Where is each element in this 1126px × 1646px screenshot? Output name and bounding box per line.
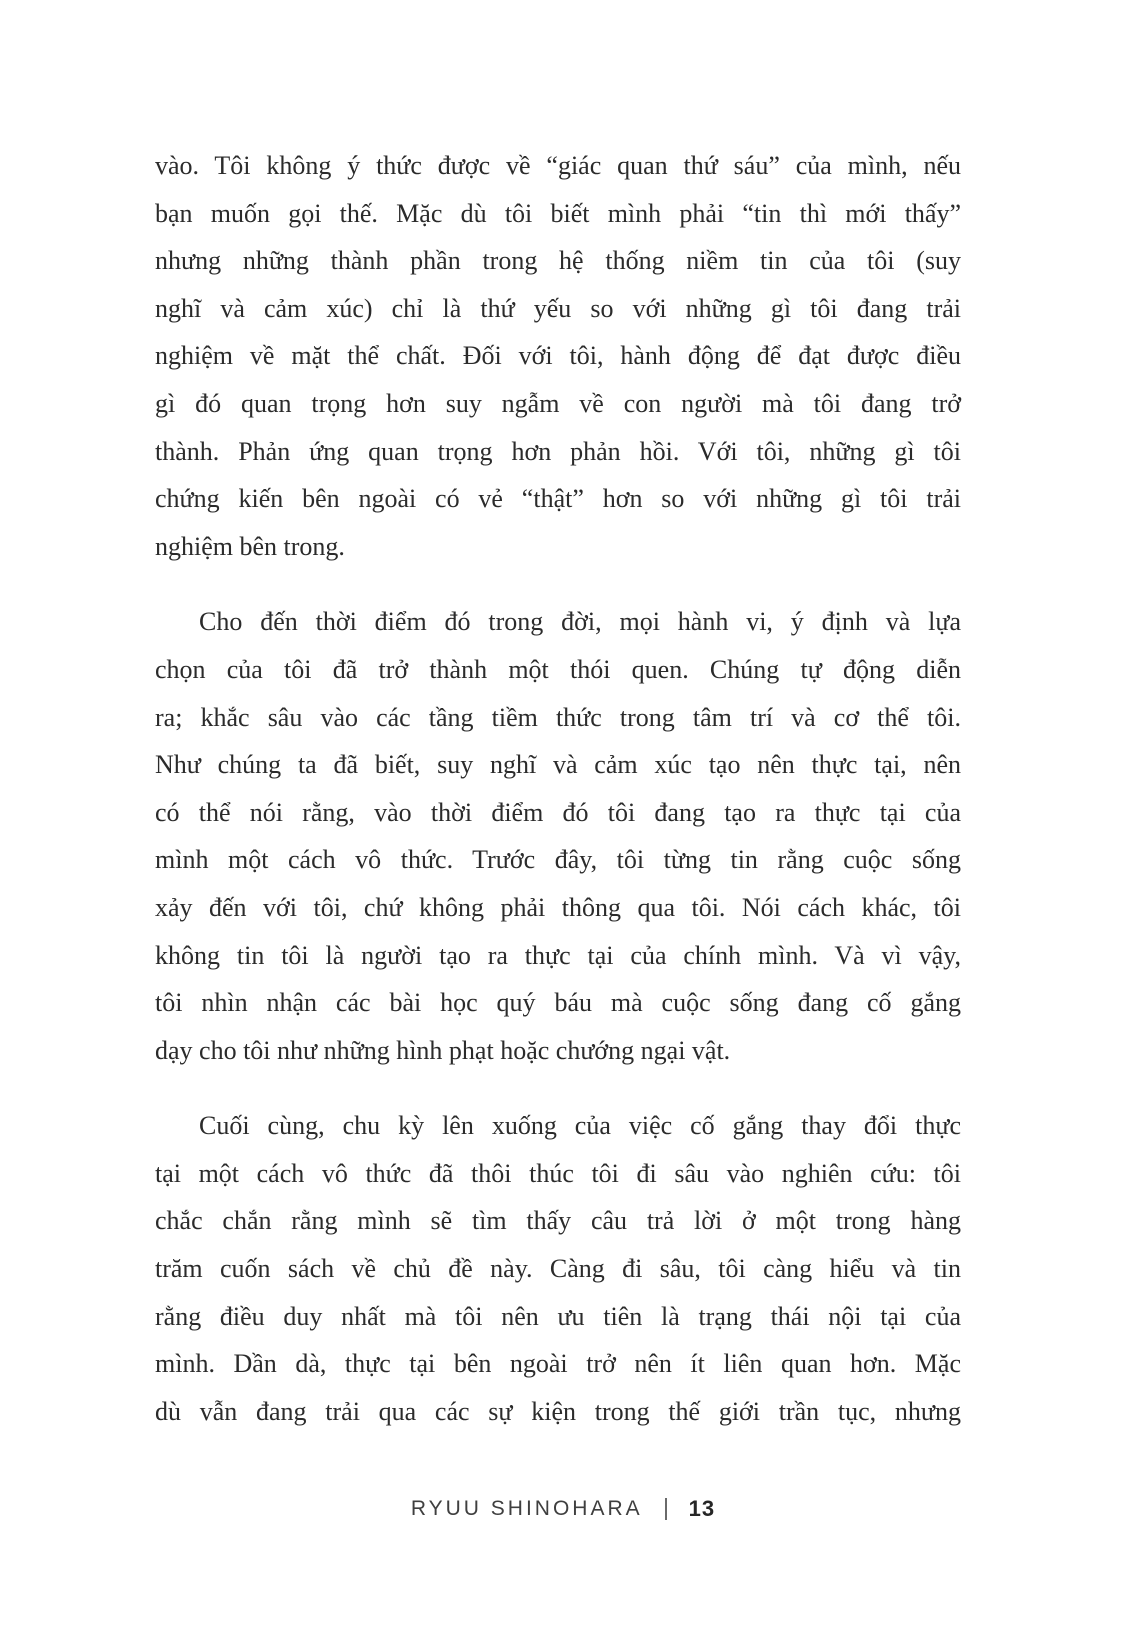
text-line: tại một cách vô thức đã thôi thúc tôi đi sâu vào nghiên cứu: tôi [155, 1158, 961, 1188]
footer-divider [665, 1498, 667, 1520]
text-line: rằng điều duy nhất mà tôi nên ưu tiên là trạng thái nội tại của [155, 1301, 961, 1331]
text-line: chắc chắn rằng mình sẽ tìm thấy câu trả lời ở một trong hàng [155, 1206, 961, 1236]
page-number: 13 [688, 1496, 716, 1521]
text-line: ra; khắc sâu vào các tầng tiềm thức trong tâm trí và cơ thể tôi. [155, 702, 961, 732]
paragraph [155, 142, 961, 570]
text-line: nghiệm về mặt thể chất. Đối với tôi, hành động để đạt được điều [155, 341, 961, 371]
text-line: mình. Dần dà, thực tại bên ngoài trở nên ít liên quan hơn. Mặc [155, 1349, 961, 1379]
text-line: Như chúng ta đã biết, suy nghĩ và cảm xúc tạo nên thực tại, nên [155, 750, 961, 780]
text-line: không tin tôi là người tạo ra thực tại của chính mình. Và vì vậy, [155, 940, 961, 970]
text-line: dạy cho tôi như những hình phạt hoặc chướng ngại vật. [155, 1035, 731, 1065]
text-line: trăm cuốn sách về chủ đề này. Càng đi sâu, tôi càng hiểu và tin [155, 1254, 961, 1284]
text-line: xảy đến với tôi, chứ không phải thông qua tôi. Nói cách khác, tôi [155, 892, 961, 922]
page-footer [0, 1496, 1126, 1522]
text-line: chọn của tôi đã trở thành một thói quen. Chúng tự động diễn [155, 654, 961, 684]
paragraph [155, 598, 961, 1074]
text-line: dù vẫn đang trải qua các sự kiện trong thế giới trần tục, nhưng [155, 1396, 961, 1426]
paragraph [155, 1102, 961, 1435]
text-line: có thể nói rằng, vào thời điểm đó tôi đang tạo ra thực tại của [155, 797, 961, 827]
text-line: Cuối cùng, chu kỳ lên xuống của việc cố gắng thay đổi thực [199, 1111, 961, 1141]
text-line: vào. Tôi không ý thức được về “giác quan thứ sáu” của mình, nếu [155, 151, 961, 180]
body-text [155, 142, 961, 1435]
running-footer-author: RYUU SHINOHARA [410, 1497, 643, 1520]
text-line: thành. Phản ứng quan trọng hơn phản hồi. Với tôi, những gì tôi [155, 436, 961, 466]
text-line: gì đó quan trọng hơn suy ngẫm về con người mà tôi đang trở [155, 388, 961, 418]
text-line: bạn muốn gọi thế. Mặc dù tôi biết mình phải “tin thì mới thấy” [155, 198, 961, 228]
text-line: tôi nhìn nhận các bài học quý báu mà cuộc sống đang cố gắng [155, 988, 961, 1018]
text-line: nghĩ và cảm xúc) chỉ là thứ yếu so với những gì tôi đang trải [155, 293, 961, 323]
text-line: nghiệm bên trong. [155, 531, 345, 561]
text-line: mình một cách vô thức. Trước đây, tôi từng tin rằng cuộc sống [155, 845, 961, 875]
text-line: chứng kiến bên ngoài có vẻ “thật” hơn so với những gì tôi trải [155, 484, 961, 514]
text-line: Cho đến thời điểm đó trong đời, mọi hành vi, ý định và lựa [199, 607, 961, 637]
text-line: nhưng những thành phần trong hệ thống niềm tin của tôi (suy [155, 246, 961, 276]
